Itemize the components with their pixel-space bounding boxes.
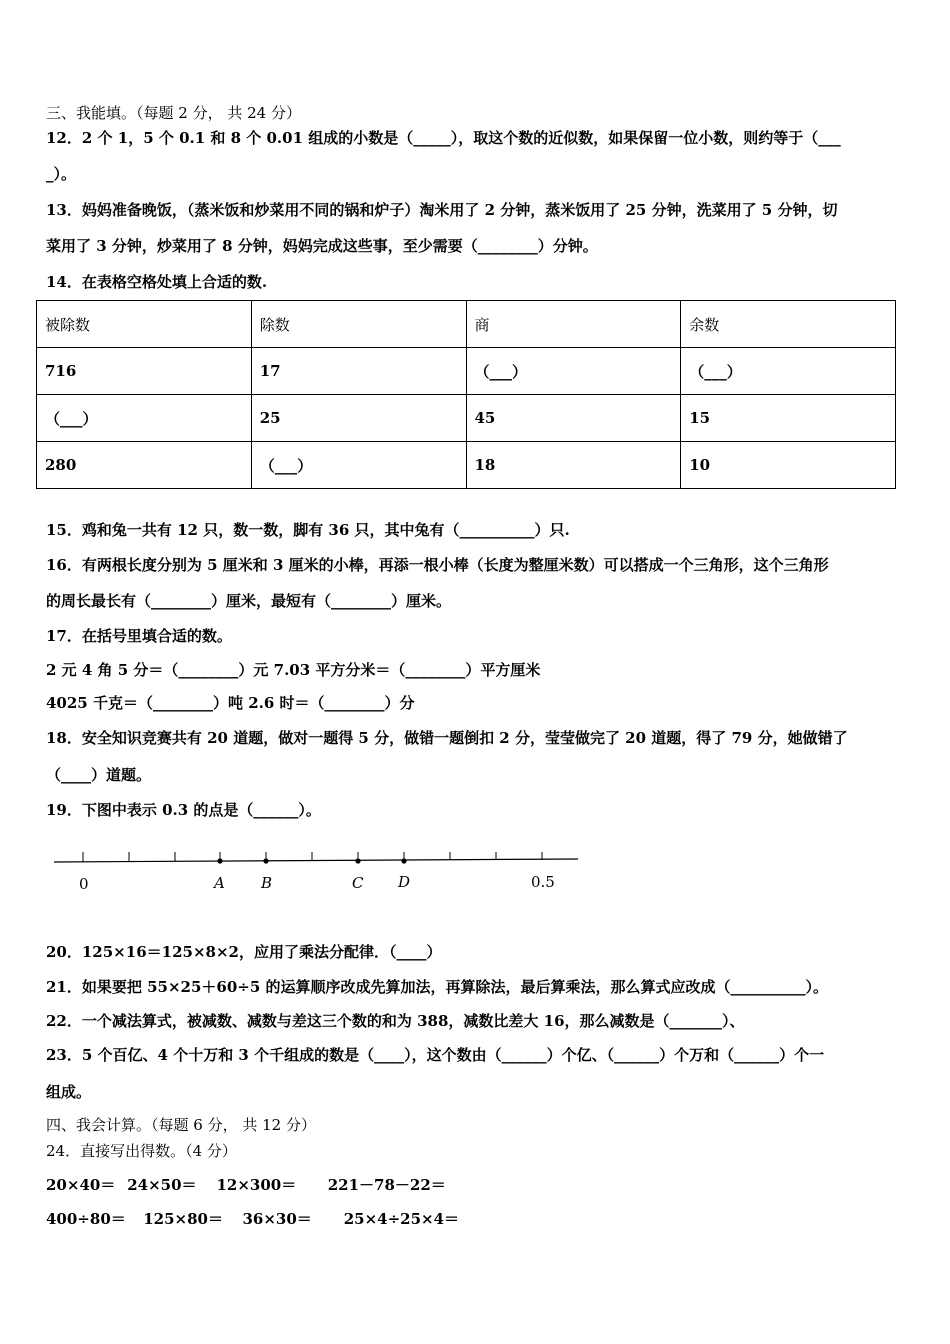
point-d [401, 858, 406, 863]
label-zero: 0 [79, 875, 89, 893]
q12-line1: 12．2 个 1，5 个 0.1 和 8 个 0.01 组成的小数是（_____），取这个数的近似数，如果保留一位小数，则约等于（___ [46, 129, 841, 147]
table-header-cell: 商 [466, 301, 681, 348]
division-table [36, 300, 896, 489]
number-line-axis [54, 859, 578, 862]
table-cell: 15 [681, 395, 896, 442]
q17-line2: 4025 千克＝（________）吨 2.6 时＝（________）分 [46, 694, 415, 712]
number-line-ticks [83, 852, 542, 862]
point-b [263, 858, 268, 863]
q15-text: 15．鸡和兔一共有 12 只，数一数，脚有 36 只，其中兔有（__________）只. [46, 521, 570, 539]
point-c [355, 858, 360, 863]
label-c: C [352, 874, 364, 892]
table-row [37, 348, 896, 395]
calc-item: 400÷80＝ [46, 1210, 126, 1228]
q13-line2: 菜用了 3 分钟，炒菜用了 8 分钟，妈妈完成这些事，至少需要（________）分钟。 [46, 237, 598, 255]
table-header-cell: 除数 [251, 301, 466, 348]
label-b: B [261, 874, 273, 892]
table-cell: 10 [681, 442, 896, 489]
table-header-cell: 余数 [681, 301, 896, 348]
calc-item: 25×4÷25×4＝ [343, 1210, 460, 1228]
q18-line1: 18．安全知识竞赛共有 20 道题，做对一题得 5 分，做错一题倒扣 2 分，莹莹做完了 20 道题，得了 79 分，她做错了 [46, 729, 848, 747]
section-4-title: 四、我会计算。（每题 6 分， 共 12 分） [46, 1116, 316, 1134]
q23-line1: 23．5 个百亿、4 个十万和 3 个千组成的数是（____），这个数由（______）个亿、（______）个万和（______）个一 [46, 1046, 825, 1064]
calc-item: 125×80＝ [143, 1210, 223, 1228]
section-3-title: 三、我能填。（每题 2 分， 共 24 分） [46, 104, 301, 122]
table-cell: 25 [251, 395, 466, 442]
table-cell: （___） [251, 442, 466, 489]
label-d: D [398, 873, 411, 891]
point-a [217, 858, 222, 863]
q19-text: 19．下图中表示 0.3 的点是（______）。 [46, 801, 321, 819]
number-line-figure [40, 840, 600, 900]
q12-line2: _）。 [46, 165, 77, 183]
q21-text: 21．如果要把 55×25＋60÷5 的运算顺序改成先算加法，再算除法，最后算乘法，那么算式应改成（__________）。 [46, 978, 829, 996]
label-half: 0.5 [531, 873, 555, 891]
q16-line1: 16．有两根长度分别为 5 厘米和 3 厘米的小棒，再添一根小棒（长度为整厘米数）可以搭成一个三角形，这个三角形 [46, 556, 829, 574]
table-cell: 716 [37, 348, 252, 395]
table-cell: 17 [251, 348, 466, 395]
calc-item: 12×300＝ [216, 1176, 297, 1194]
table-cell: （___） [37, 395, 252, 442]
q14-text: 14．在表格空格处填上合适的数. [46, 273, 268, 291]
table-cell: 18 [466, 442, 681, 489]
table-row [37, 442, 896, 489]
q22-text: 22．一个减法算式，被减数、减数与差这三个数的和为 388，减数比差大 16，那么减数是（_______）、 [46, 1012, 745, 1030]
calc-item: 20×40＝ [46, 1176, 116, 1194]
calc-item: 36×30＝ [242, 1210, 312, 1228]
calc-item: 221－78－22＝ [327, 1176, 446, 1194]
table-cell: 280 [37, 442, 252, 489]
q17-line1: 2 元 4 角 5 分＝（________）元 7.03 平方分米＝（________）平方厘米 [46, 661, 541, 679]
q23-line2: 组成。 [46, 1083, 92, 1101]
q18-line2: （____）道题。 [46, 766, 152, 784]
table-header-cell: 被除数 [37, 301, 252, 348]
q13-line1: 13．妈妈准备晚饭，（蒸米饭和炒菜用不同的锅和炉子）淘米用了 2 分钟，蒸米饭用了 25 分钟，洗菜用了 5 分钟，切 [46, 201, 838, 219]
q16-line2: 的周长最长有（________）厘米，最短有（________）厘米。 [46, 592, 452, 610]
table-cell: （___） [466, 348, 681, 395]
table-header-row [37, 301, 896, 348]
calc-row-2 [46, 1209, 459, 1229]
q17-text: 17．在括号里填合适的数。 [46, 627, 232, 645]
table-row [37, 395, 896, 442]
q20-text: 20．125×16＝125×8×2，应用了乘法分配律．（____） [46, 943, 442, 961]
table-cell: 45 [466, 395, 681, 442]
table-cell: （___） [681, 348, 896, 395]
calc-row-1 [46, 1175, 446, 1195]
q24-text: 24．直接写出得数。（4 分） [46, 1142, 237, 1160]
label-a: A [214, 874, 225, 892]
calc-item: 24×50＝ [127, 1176, 197, 1194]
